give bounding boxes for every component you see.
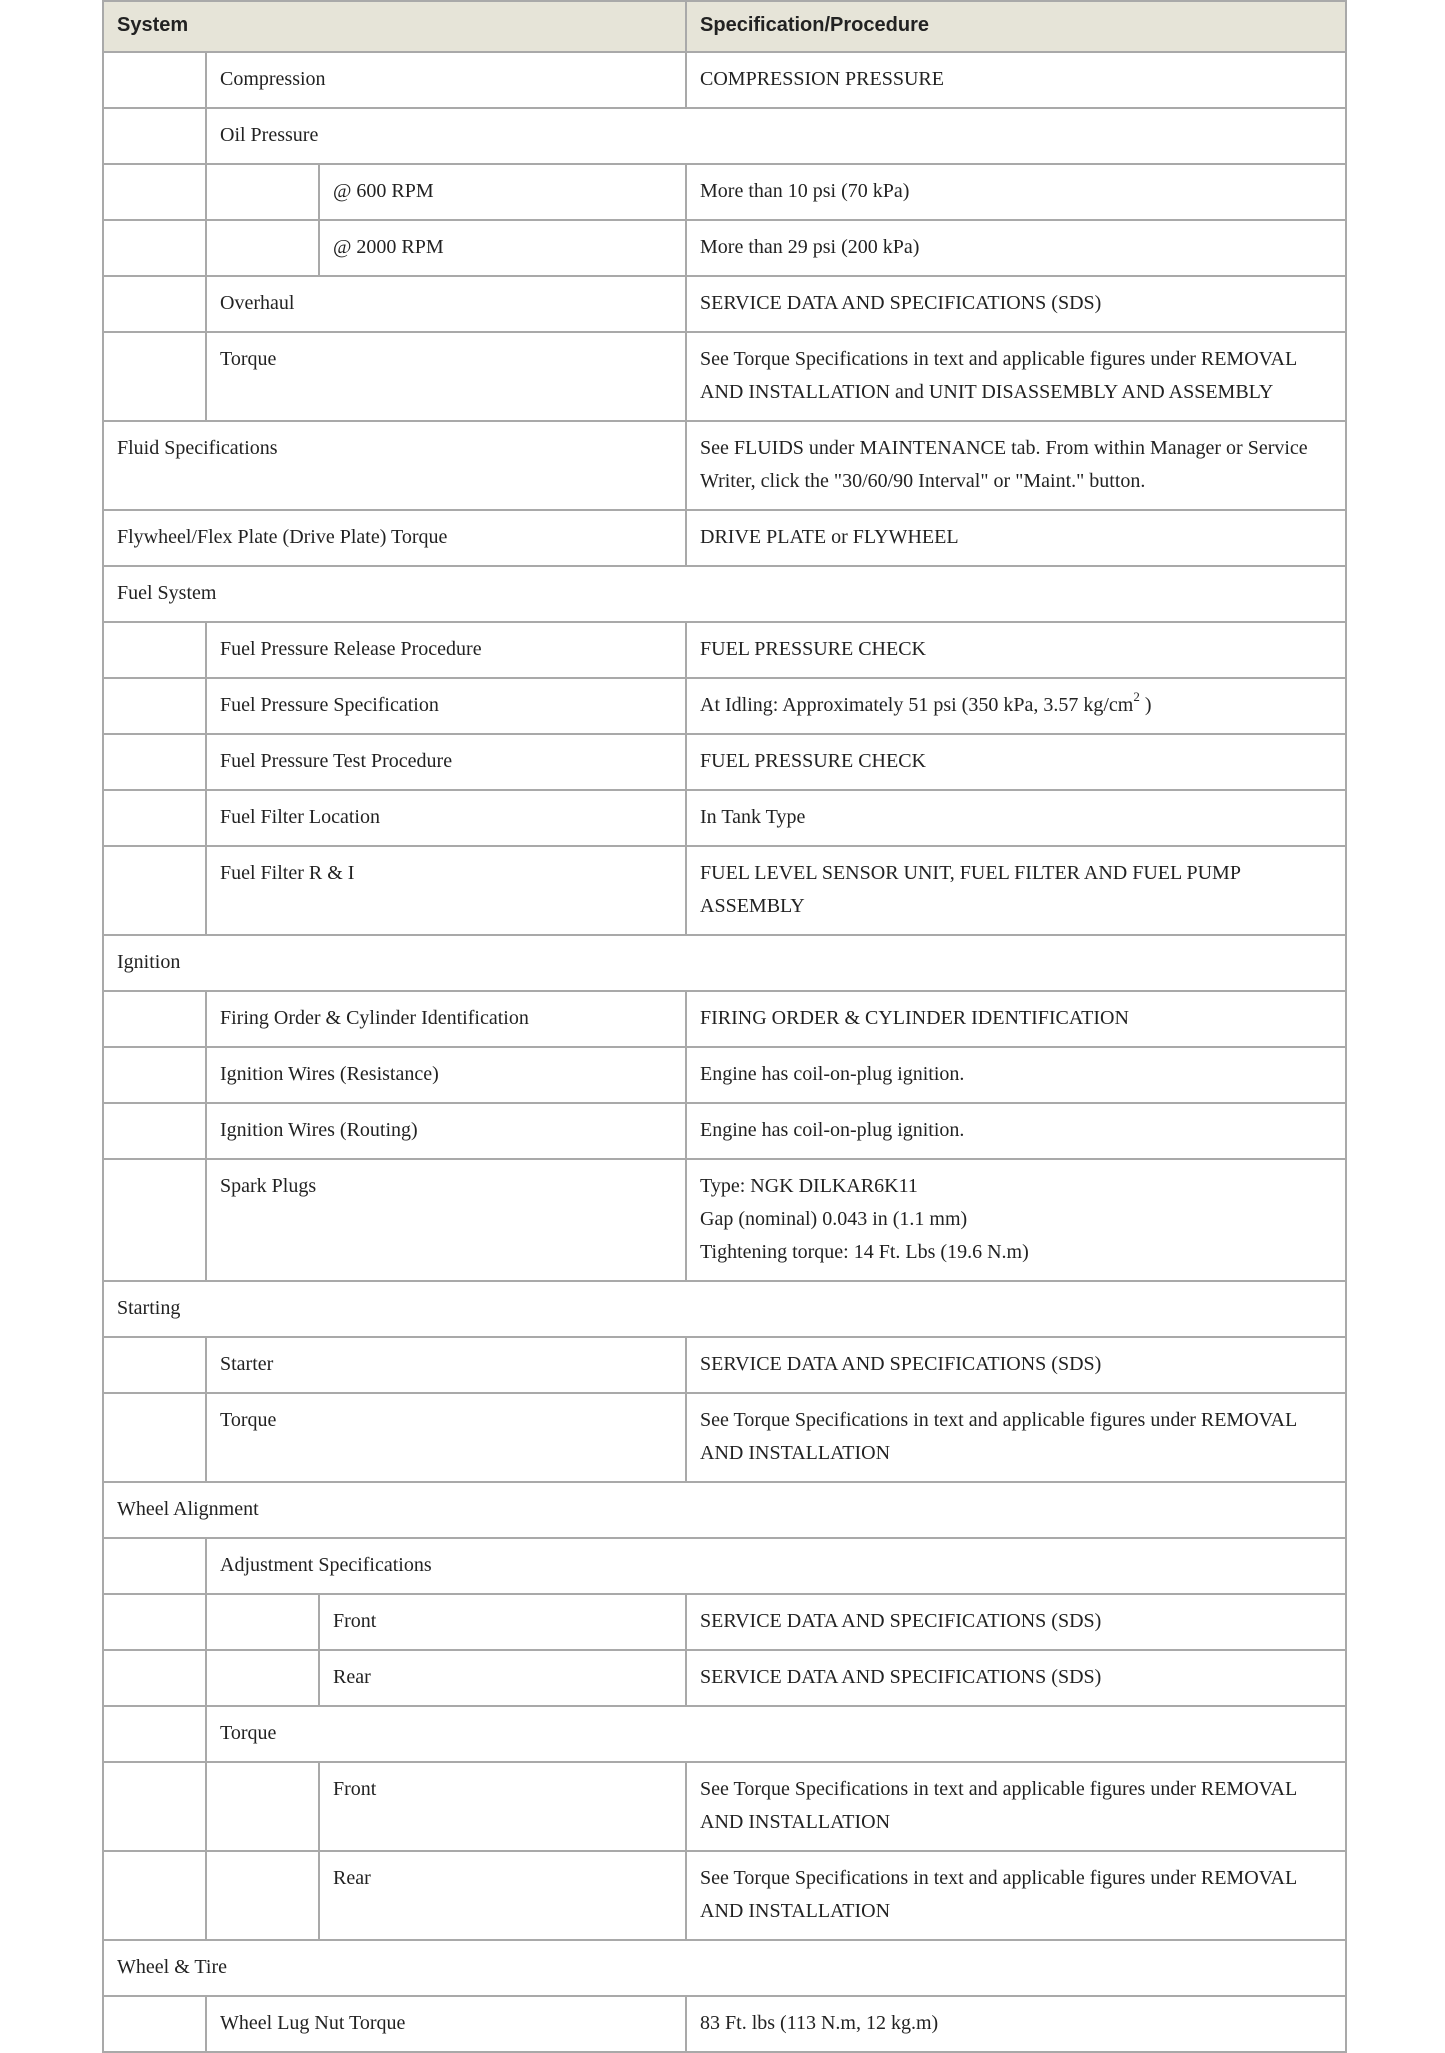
table-row (103, 1851, 1346, 1940)
indent-cell (206, 164, 319, 220)
specification-text: FUEL LEVEL SENSOR UNIT, FUEL FILTER AND FUEL PUMP ASSEMBLY (700, 862, 1241, 917)
system-cell: Ignition Wires (Routing) (206, 1103, 686, 1159)
specification-text: Engine has coil-on-plug ignition. (700, 1119, 965, 1141)
indent-cell (103, 332, 206, 421)
specification-text: SERVICE DATA AND SPECIFICATIONS (SDS) (700, 1353, 1102, 1375)
section-label: Fuel System (103, 566, 1346, 622)
specification-cell (686, 52, 1346, 108)
system-cell: @ 600 RPM (319, 164, 686, 220)
table-header (103, 1, 1346, 52)
indent-cell (103, 1996, 206, 2052)
specification-cell (686, 1159, 1346, 1281)
system-cell: Fuel Filter Location (206, 790, 686, 846)
specification-text: See FLUIDS under MAINTENANCE tab. From within Manager or Service Writer, click the "30/60/90 Interval" or "Maint." button. (700, 437, 1308, 492)
section-row (103, 108, 1346, 164)
specification-cell (686, 1047, 1346, 1103)
indent-cell (206, 1650, 319, 1706)
system-cell: Firing Order & Cylinder Identification (206, 991, 686, 1047)
indent-cell (103, 164, 206, 220)
section-label: Wheel Alignment (103, 1482, 1346, 1538)
system-cell: Overhaul (206, 276, 686, 332)
indent-cell (103, 790, 206, 846)
section-label: Oil Pressure (206, 108, 1346, 164)
specification-text-tail: ) (1139, 694, 1152, 716)
specifications-table (102, 0, 1347, 2053)
indent-cell (206, 1594, 319, 1650)
section-row (103, 935, 1346, 991)
table-row (103, 1337, 1346, 1393)
table-row (103, 622, 1346, 678)
indent-cell (103, 52, 206, 108)
specification-cell (686, 1594, 1346, 1650)
specification-text: More than 29 psi (200 kPa) (700, 236, 920, 258)
specification-cell (686, 510, 1346, 566)
specification-text: Tightening torque: 14 Ft. Lbs (19.6 N.m) (700, 1241, 1029, 1263)
indent-cell (103, 622, 206, 678)
indent-cell (103, 1103, 206, 1159)
system-cell: Spark Plugs (206, 1159, 686, 1281)
specification-text: See Torque Specifications in text and applicable figures under REMOVAL AND INSTALLATION and UNIT DISASSEMBLY AND ASSEMBLY (700, 348, 1297, 403)
indent-cell (103, 1594, 206, 1650)
section-row (103, 1940, 1346, 1996)
table-row (103, 790, 1346, 846)
specification-cell (686, 1851, 1346, 1940)
table-row (103, 1103, 1346, 1159)
system-cell: Fuel Pressure Test Procedure (206, 734, 686, 790)
specification-cell (686, 1762, 1346, 1851)
specification-cell (686, 846, 1346, 935)
specification-text: More than 10 psi (70 kPa) (700, 180, 910, 202)
table-row (103, 52, 1346, 108)
specification-text: At Idling: Approximately 51 psi (350 kPa, 3.57 kg/cm (700, 694, 1134, 716)
table-row (103, 734, 1346, 790)
specification-text: See Torque Specifications in text and applicable figures under REMOVAL AND INSTALLATION (700, 1778, 1297, 1833)
section-row (103, 1482, 1346, 1538)
specification-cell (686, 332, 1346, 421)
system-cell: Fuel Pressure Specification (206, 678, 686, 734)
superscript: 2 (1133, 689, 1140, 705)
specification-text: SERVICE DATA AND SPECIFICATIONS (SDS) (700, 292, 1102, 314)
system-cell: Rear (319, 1851, 686, 1940)
header-specification: Specification/Procedure (686, 1, 1346, 52)
specification-cell (686, 1996, 1346, 2052)
table-row (103, 421, 1346, 510)
section-label: Torque (206, 1706, 1346, 1762)
system-cell: Front (319, 1594, 686, 1650)
table-row (103, 1047, 1346, 1103)
specification-cell (686, 991, 1346, 1047)
section-label: Starting (103, 1281, 1346, 1337)
table-row (103, 164, 1346, 220)
specification-text: See Torque Specifications in text and applicable figures under REMOVAL AND INSTALLATION (700, 1867, 1297, 1922)
specification-text: See Torque Specifications in text and applicable figures under REMOVAL AND INSTALLATION (700, 1409, 1297, 1464)
section-row (103, 1706, 1346, 1762)
specification-cell (686, 734, 1346, 790)
specification-text: FIRING ORDER & CYLINDER IDENTIFICATION (700, 1007, 1129, 1029)
indent-cell (103, 1047, 206, 1103)
specification-cell (686, 220, 1346, 276)
system-cell: Wheel Lug Nut Torque (206, 1996, 686, 2052)
specification-text: SERVICE DATA AND SPECIFICATIONS (SDS) (700, 1610, 1102, 1632)
system-cell: Rear (319, 1650, 686, 1706)
indent-cell (206, 1762, 319, 1851)
indent-cell (206, 220, 319, 276)
specification-text: FUEL PRESSURE CHECK (700, 638, 926, 660)
table-row (103, 991, 1346, 1047)
indent-cell (103, 846, 206, 935)
system-cell: Fluid Specifications (103, 421, 686, 510)
indent-cell (103, 991, 206, 1047)
section-label: Ignition (103, 935, 1346, 991)
specification-cell (686, 164, 1346, 220)
specification-cell (686, 1337, 1346, 1393)
system-cell: Flywheel/Flex Plate (Drive Plate) Torque (103, 510, 686, 566)
section-row (103, 566, 1346, 622)
table-row (103, 1159, 1346, 1281)
table-row (103, 276, 1346, 332)
indent-cell (103, 1159, 206, 1281)
specification-cell (686, 421, 1346, 510)
table-body (103, 52, 1346, 2052)
section-row (103, 1538, 1346, 1594)
specification-cell (686, 790, 1346, 846)
table-row (103, 510, 1346, 566)
system-cell: Compression (206, 52, 686, 108)
indent-cell (103, 1851, 206, 1940)
table-row (103, 846, 1346, 935)
section-row (103, 1281, 1346, 1337)
indent-cell (103, 1538, 206, 1594)
section-label: Adjustment Specifications (206, 1538, 1346, 1594)
indent-cell (103, 678, 206, 734)
table-row (103, 1762, 1346, 1851)
indent-cell (103, 1650, 206, 1706)
specification-cell (686, 1393, 1346, 1482)
specification-cell (686, 1650, 1346, 1706)
indent-cell (103, 220, 206, 276)
specification-text: Type: NGK DILKAR6K11 (700, 1175, 918, 1197)
indent-cell (103, 1337, 206, 1393)
indent-cell (103, 1762, 206, 1851)
indent-cell (103, 1706, 206, 1762)
specification-text: Engine has coil-on-plug ignition. (700, 1063, 965, 1085)
specification-text: SERVICE DATA AND SPECIFICATIONS (SDS) (700, 1666, 1102, 1688)
system-cell: Torque (206, 1393, 686, 1482)
specification-text: 83 Ft. lbs (113 N.m, 12 kg.m) (700, 2012, 939, 2034)
table-row (103, 1996, 1346, 2052)
specification-cell (686, 622, 1346, 678)
table-row (103, 1650, 1346, 1706)
specification-text: COMPRESSION PRESSURE (700, 68, 944, 90)
table-row (103, 1594, 1346, 1650)
system-cell: @ 2000 RPM (319, 220, 686, 276)
indent-cell (103, 734, 206, 790)
table-row (103, 332, 1346, 421)
specification-text: In Tank Type (700, 806, 806, 828)
section-label: Wheel & Tire (103, 1940, 1346, 1996)
header-row (103, 1, 1346, 52)
table-row (103, 678, 1346, 734)
indent-cell (103, 108, 206, 164)
indent-cell (103, 276, 206, 332)
system-cell: Starter (206, 1337, 686, 1393)
header-system: System (103, 1, 686, 52)
specification-text: FUEL PRESSURE CHECK (700, 750, 926, 772)
indent-cell (103, 1393, 206, 1482)
table-row (103, 1393, 1346, 1482)
system-cell: Fuel Pressure Release Procedure (206, 622, 686, 678)
table-row (103, 220, 1346, 276)
system-cell: Front (319, 1762, 686, 1851)
specification-text-group (700, 689, 1332, 722)
indent-cell (206, 1851, 319, 1940)
specification-text: DRIVE PLATE or FLYWHEEL (700, 526, 959, 548)
system-cell: Fuel Filter R & I (206, 846, 686, 935)
system-cell: Ignition Wires (Resistance) (206, 1047, 686, 1103)
specification-cell (686, 678, 1346, 734)
specification-cell (686, 276, 1346, 332)
specification-cell (686, 1103, 1346, 1159)
system-cell: Torque (206, 332, 686, 421)
specification-text: Gap (nominal) 0.043 in (1.1 mm) (700, 1208, 968, 1230)
